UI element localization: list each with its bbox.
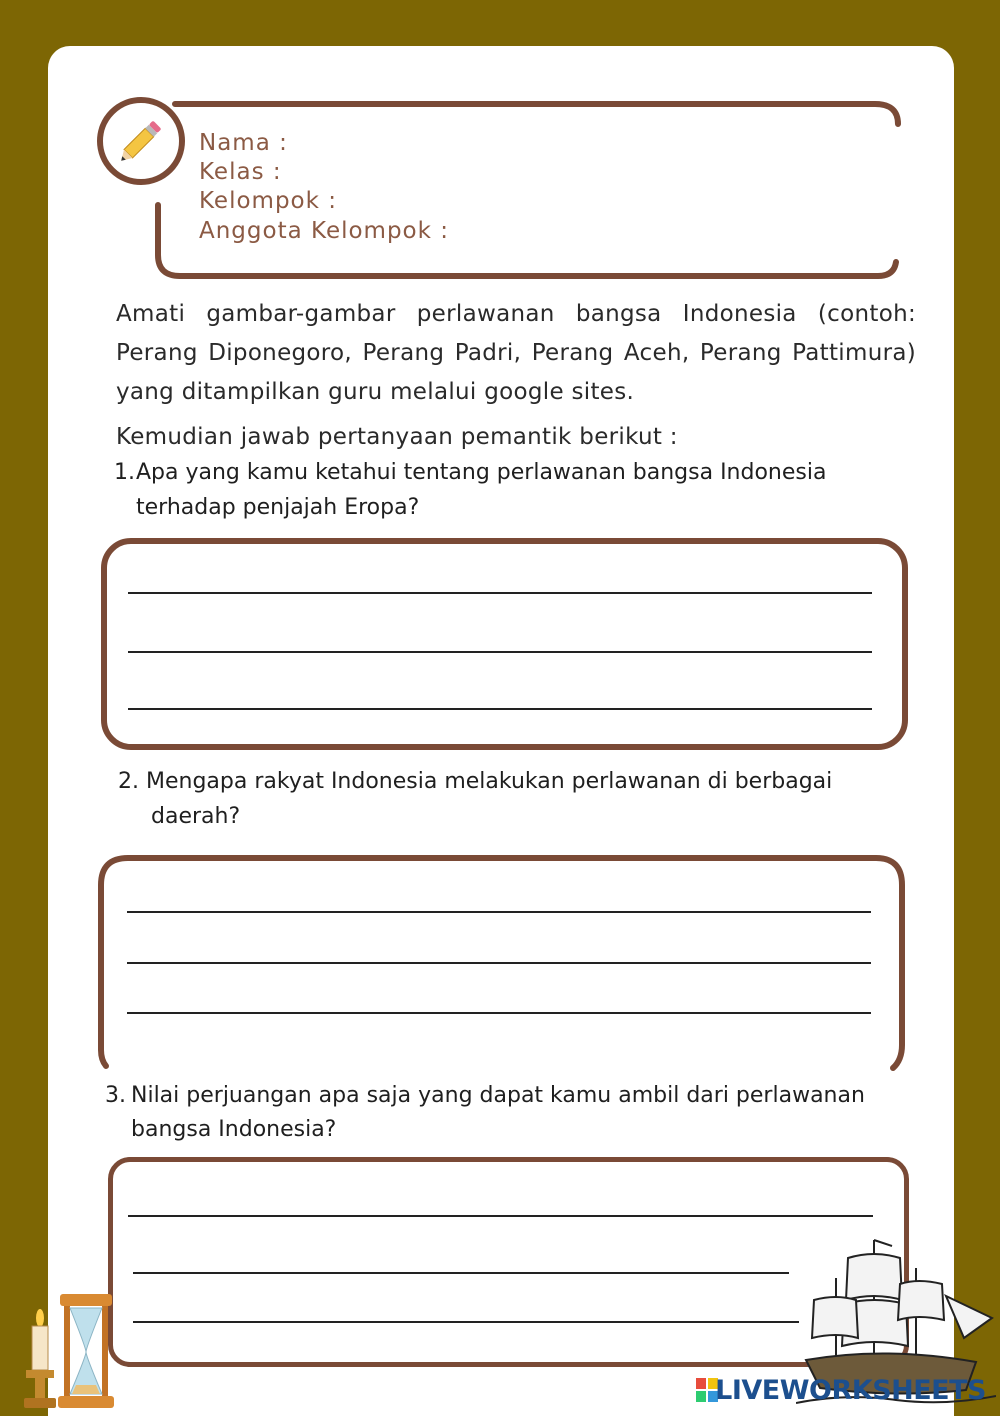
question-2-text-cont: daerah? [151,804,241,829]
answer-box-1[interactable] [101,538,908,750]
answer-line[interactable] [127,911,871,913]
answer-line[interactable] [127,1012,871,1014]
hourglass-icon [58,1294,114,1408]
answer-line[interactable] [133,1272,789,1274]
liveworksheets-watermark: LIVEWORKSHEETS [715,1375,986,1406]
answer-line[interactable] [133,1321,799,1323]
nama-label: Nama : [199,130,288,156]
candle-icon [24,1309,56,1408]
question-1-number: 1. [114,460,135,485]
answer-line[interactable] [128,1215,873,1217]
answer-line[interactable] [128,708,872,710]
question-3-number: 3. [105,1083,126,1108]
question-3-text: Nilai perjuangan apa saja yang dapat kamu ambil dari perlawanan [131,1083,865,1108]
question-1-text: Apa yang kamu ketahui tentang perlawanan bangsa Indonesia [136,460,827,485]
question-2-text: Mengapa rakyat Indonesia melakukan perlawanan di berbagai [146,769,833,794]
hourglass-candle-decoration [22,1290,122,1416]
header-frame [0,0,1000,300]
question-2-number: 2. [118,769,139,794]
answer-box-2[interactable] [0,850,1000,1080]
kelompok-label: Kelompok : [199,188,338,214]
instruction-prompt: Kemudian jawab pertanyaan pemantik berikut : [116,424,678,450]
question-1-text-cont: terhadap penjajah Eropa? [136,495,420,520]
anggota-kelompok-label: Anggota Kelompok : [199,218,450,244]
question-3-text-cont: bangsa Indonesia? [131,1117,337,1142]
answer-line[interactable] [128,592,872,594]
kelas-label: Kelas : [199,159,282,185]
answer-line[interactable] [128,651,872,653]
answer-line[interactable] [127,962,871,964]
answer-box-3[interactable] [108,1157,909,1367]
instruction-paragraph: Amati gambar-gambar perlawanan bangsa Indonesia (contoh: Perang Diponegoro, Perang Padri, Perang Aceh, Perang Pattimura) yang ditampilkan guru melalui google sites. [116,301,916,405]
